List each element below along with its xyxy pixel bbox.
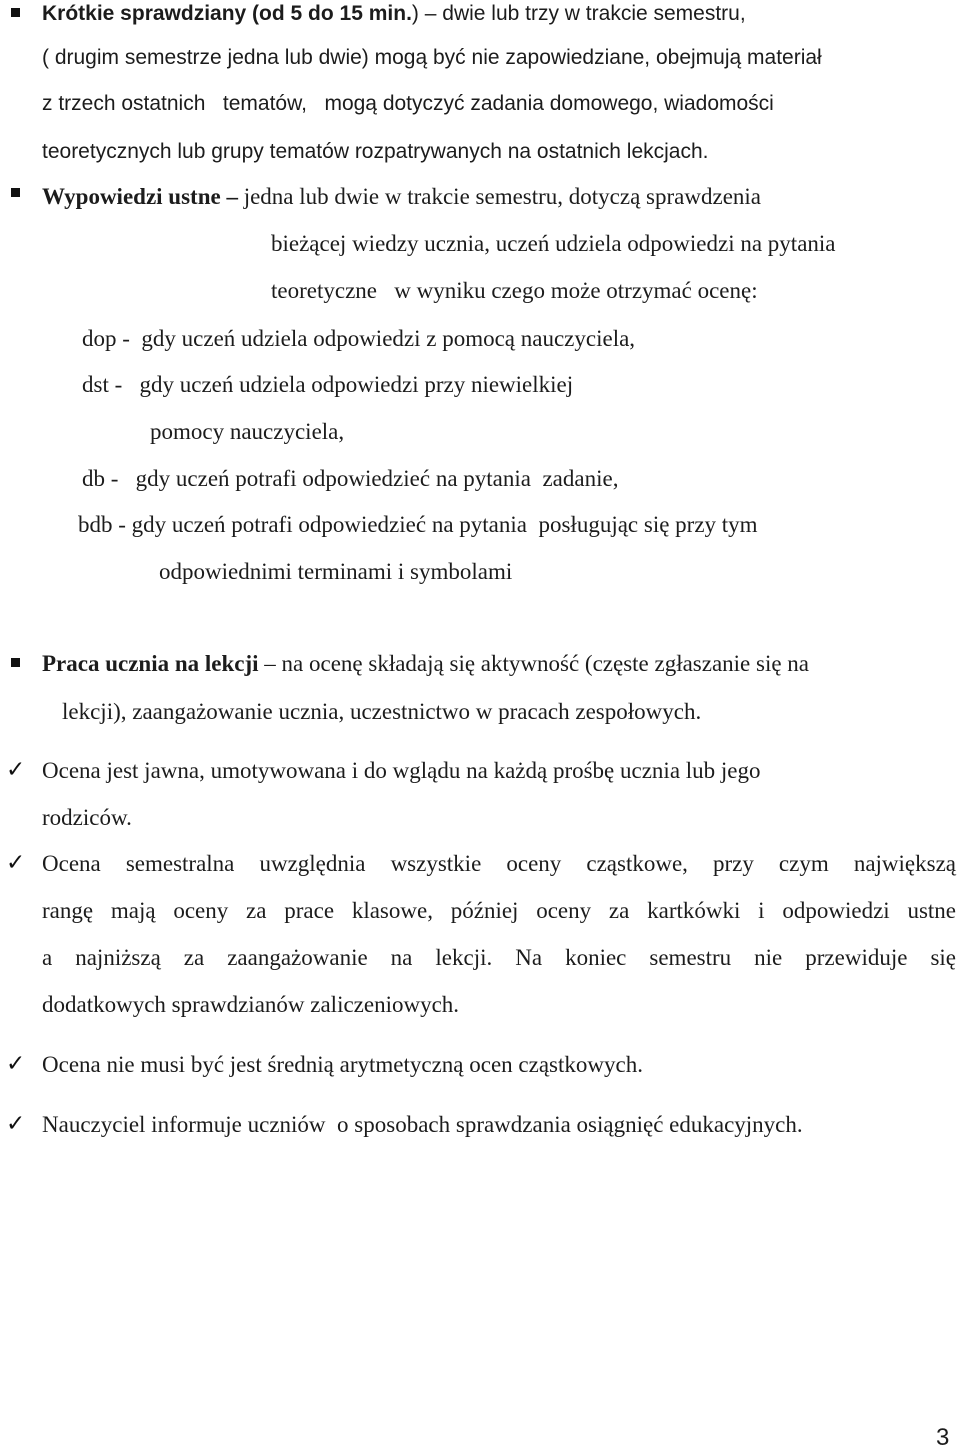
grade-dst: dst - gdy uczeń udziela odpowiedzi przy niewielkiej [82, 372, 574, 397]
section-oral-line-1: Wypowiedzi ustne – jedna lub dwie w trakcie semestru, dotyczą sprawdzenia [42, 184, 762, 209]
checkmark-icon: ✓ [6, 757, 26, 783]
grade-dop: dop - gdy uczeń udziela odpowiedzi z pomocą nauczyciela, [82, 326, 636, 351]
section-classwork-line-2: lekcji), zaangażowanie ucznia, uczestnictwo w pracach zespołowych. [62, 699, 702, 724]
grade-db: db - gdy uczeń potrafi odpowiedzieć na pytania zadanie, [82, 466, 619, 491]
section-oral-line-2: bieżącej wiedzy ucznia, uczeń udziela odpowiedzi na pytania [271, 231, 836, 256]
page-number: 3 [936, 1424, 950, 1451]
grade-dst-continuation: pomocy nauczyciela, [150, 419, 345, 444]
check-item-1-line-2: rodziców. [42, 805, 132, 830]
section-short-tests-line-2: ( drugim semestrze jedna lub dwie) mogą być nie zapowiedziane, obejmują materiał [42, 46, 822, 69]
check-item-3-line-1: Ocena nie musi być jest średnią arytmetyczną ocen cząstkowych. [42, 1052, 643, 1077]
section-classwork-title: Praca ucznia na lekcji [42, 651, 259, 676]
check-item-2-line-4: dodatkowych sprawdzianów zaliczeniowych. [42, 992, 460, 1017]
section-short-tests-line-4: teoretycznych lub grupy tematów rozpatrywanych na ostatnich lekcjach. [42, 140, 709, 163]
check-item-2-line-1: Ocena semestralna uwzględnia wszystkie oceny cząstkowe, przy czym największą [42, 851, 956, 876]
check-item-1-line-1: Ocena jest jawna, umotywowana i do wglądu na każdą prośbę ucznia lub jego [42, 758, 761, 783]
check-item-2-line-2: rangę mają oceny za prace klasowe, później oceny za kartkówki i odpowiedzi ustne [42, 898, 956, 923]
section-classwork-line-1: Praca ucznia na lekcji – na ocenę składają się aktywność (częste zgłaszanie się na [42, 651, 810, 676]
square-bullet-icon [11, 8, 20, 17]
grade-bdb-continuation: odpowiednimi terminami i symbolami [159, 559, 513, 584]
section-oral-line-3: teoretyczne w wyniku czego może otrzymać ocenę: [271, 278, 758, 303]
check-item-2-line-3: a najniższą za zaangażowanie na lekcji. Na koniec semestru nie przewiduje się [42, 945, 956, 970]
section-short-tests-line-3: z trzech ostatnich tematów, mogą dotyczyć zadania domowego, wiadomości [42, 92, 774, 115]
checkmark-icon: ✓ [6, 1111, 26, 1137]
section-oral-title: Wypowiedzi ustne – [42, 184, 238, 209]
section-short-tests-line-1: Krótkie sprawdziany (od 5 do 15 min.) – dwie lub trzy w trakcie semestru, [42, 2, 746, 25]
square-bullet-icon [11, 658, 20, 667]
square-bullet-icon [11, 188, 20, 197]
checkmark-icon: ✓ [6, 850, 26, 876]
check-item-4-line-1: Nauczyciel informuje uczniów o sposobach sprawdzania osiągnięć edukacyjnych. [42, 1112, 803, 1137]
section-short-tests-title: Krótkie sprawdziany (od 5 do 15 min. [42, 2, 412, 25]
checkmark-icon: ✓ [6, 1051, 26, 1077]
grade-bdb: bdb - gdy uczeń potrafi odpowiedzieć na pytania posługując się przy tym [78, 512, 758, 537]
